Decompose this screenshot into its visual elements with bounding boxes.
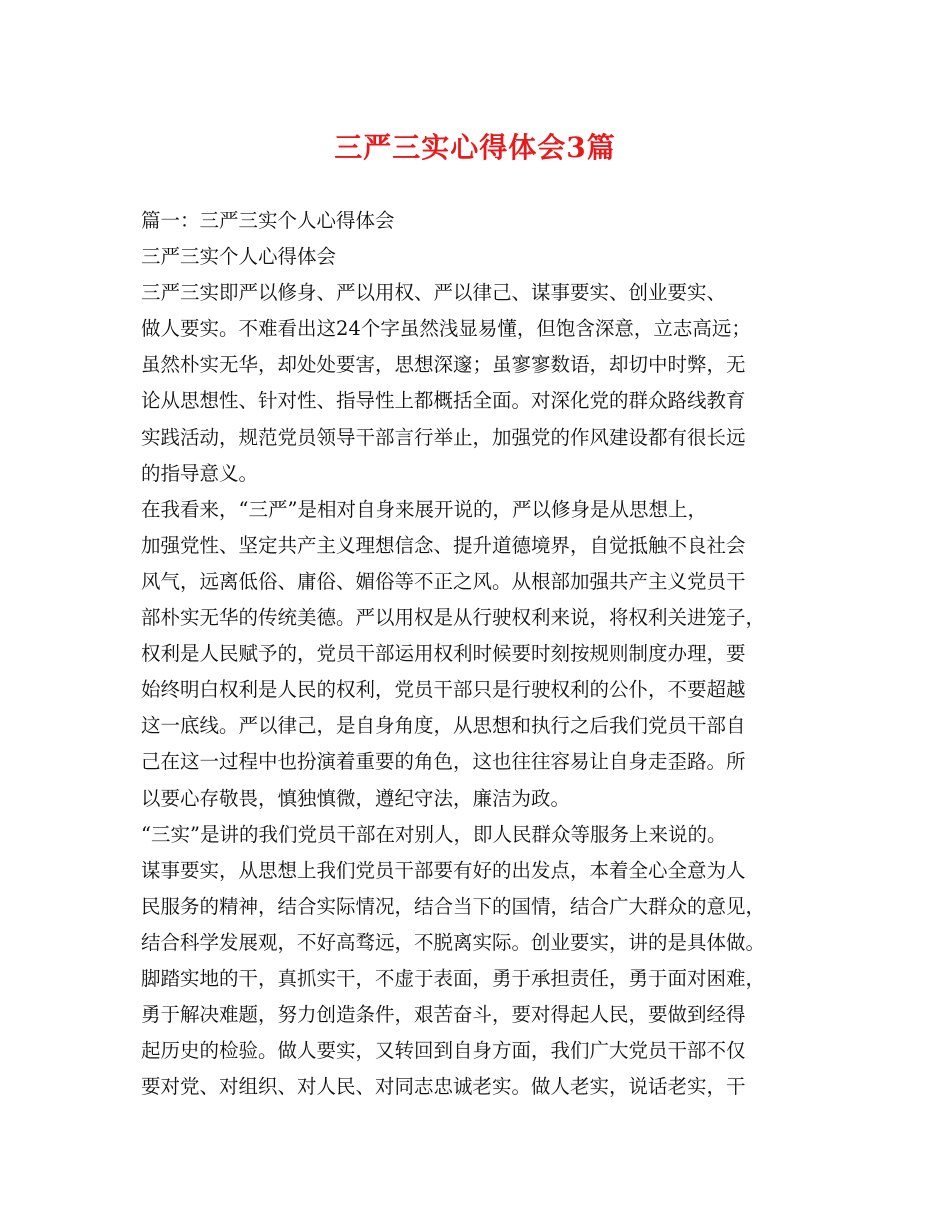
text-line: 三严三实即严以修身、严以用权、严以律己、谋事要实、创业要实、 <box>141 281 727 305</box>
text-line: “三实”是讲的我们党员干部在对别人，即人民群众等服务上来说的。 <box>141 822 727 846</box>
text-line: 始终明白权利是人民的权利，党员干部只是行驶权利的公仆，不要超越 <box>141 678 746 702</box>
text-line: 篇一：三严三实个人心得体会 <box>141 209 395 232</box>
text-line: 民服务的精神，结合实际情况，结合当下的国情，结合广大群众的意见， <box>141 894 766 918</box>
text-line: 以要心存敬畏，慎独慎微，遵纪守法，廉洁为政。 <box>141 786 571 810</box>
text-line: 在我看来，“三严”是相对自身来展开说的，严以修身是从思想上， <box>141 497 707 521</box>
text-line: 这一底线。严以律己，是自身角度，从思想和执行之后我们党员干部自 <box>141 714 746 738</box>
text-line: 权利是人民赋予的，党员干部运用权利时候要时刻按规则制度办理，要 <box>141 642 746 666</box>
text-line: 要对党、对组织、对人民、对同志忠诚老实。做人老实，说话老实，干 <box>141 1075 746 1099</box>
text-line: 风气，远离低俗、庸俗、媚俗等不正之风。从根部加强共产主义党员干 <box>141 569 746 593</box>
text-line: 结合科学发展观，不好高骛远，不脱离实际。创业要实，讲的是具体做。 <box>141 930 766 954</box>
text-line: 谋事要实，从思想上我们党员干部要有好的出发点，本着全心全意为人 <box>141 858 746 882</box>
text-line: 加强党性、坚定共产主义理想信念、提升道德境界，自觉抵触不良社会 <box>141 533 746 557</box>
text-line: 部朴实无华的传统美德。严以用权是从行驶权利来说，将权利关进笼子， <box>141 606 766 630</box>
text-line: 的指导意义。 <box>141 461 259 485</box>
document-body <box>141 203 831 1105</box>
text-line: 勇于解决难题，努力创造条件，艰苦奋斗，要对得起人民，要做到经得 <box>141 1003 746 1027</box>
text-line: 实践活动，规范党员领导干部言行举止，加强党的作风建设都有很长远 <box>141 425 746 449</box>
text-line: 己在这一过程中也扮演着重要的角色，这也往往容易让自身走歪路。所 <box>141 750 746 774</box>
text-line: 虽然朴实无华，却处处要害，思想深邃；虽寥寥数语，却切中时弊，无 <box>141 353 746 377</box>
text-line: 做人要实。不难看出这24个字虽然浅显易懂，但饱含深意，立志高远； <box>141 317 751 341</box>
document-title: 三严三实心得体会3篇 <box>334 131 616 164</box>
text-line: 脚踏实地的干，真抓实干，不虚于表面，勇于承担责任，勇于面对困难， <box>141 966 766 990</box>
text-line: 论从思想性、针对性、指导性上都概括全面。对深化党的群众路线教育 <box>141 389 746 413</box>
text-line: 起历史的检验。做人要实，又转回到自身方面，我们广大党员干部不仅 <box>141 1039 746 1063</box>
text-line: 三严三实个人心得体会 <box>141 245 337 269</box>
